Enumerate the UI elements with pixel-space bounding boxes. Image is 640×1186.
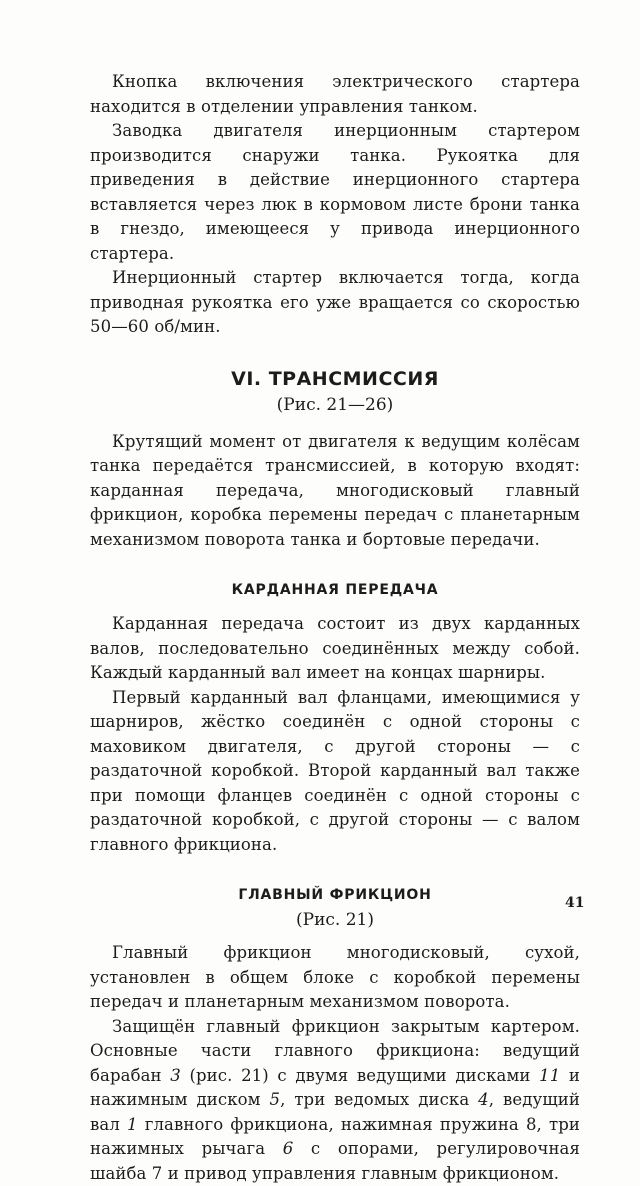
text-run: (рис. 21) с двумя ведущими дисками xyxy=(181,1066,539,1085)
paragraph: Инерционный стартер включается тогда, когда приводная рукоятка его уже вращается со скоростью 50—60 об/мин. xyxy=(90,266,580,340)
text-run: с опорами, регулировочная шайба 7 и привод управления главным фрикционом. xyxy=(90,1139,580,1183)
text-run: и нажимным диском xyxy=(90,1066,580,1110)
text-run: , ведущий вал xyxy=(90,1090,580,1134)
part-number: 11 xyxy=(539,1066,560,1085)
cardan-section xyxy=(90,578,580,857)
page-body xyxy=(90,70,580,1186)
page-number: 41 xyxy=(565,895,584,911)
section-figure-ref: (Рис. 21) xyxy=(90,907,580,933)
part-number: 5 xyxy=(269,1090,280,1109)
section-title: КАРДАННАЯ ПЕРЕДАЧА xyxy=(90,578,580,602)
part-number: 3 xyxy=(170,1066,181,1085)
part-number: 4 xyxy=(478,1090,489,1109)
text-run: главного фрикциона, нажимная пружина 8, три нажимных рычага xyxy=(90,1115,580,1159)
paragraph: Главный фрикцион многодисковый, сухой, установлен в общем блоке с коробкой перемены передач и планетарным механизмом поворота. xyxy=(90,941,580,1015)
chapter-figure-ref: (Рис. 21—26) xyxy=(90,392,580,418)
section-title: ГЛАВНЫЙ ФРИКЦИОН xyxy=(90,883,580,907)
paragraph: Заводка двигателя инерционным стартером производится снаружи танка. Рукоятка для приведения в действие инерционного стартера вставляется через люк в кормовом листе брони танка в гнездо, имеющееся у привода инерционного стартера. xyxy=(90,119,580,266)
paragraph: Карданная передача состоит из двух карданных валов, последовательно соединённых между собой. Каждый карданный вал имеет на концах шарниры. xyxy=(90,612,580,686)
chapter-title: VI. ТРАНСМИССИЯ xyxy=(90,366,580,392)
text-run: Защищён главный фрикцион закрытым картером. Основные части главного фрикциона: ведущий барабан xyxy=(90,1017,580,1085)
paragraph xyxy=(90,1015,580,1186)
part-number: 6 xyxy=(283,1139,294,1158)
paragraph: Кнопка включения электрического стартера находится в отделении управления танком. xyxy=(90,70,580,119)
text-run: , три ведомых диска xyxy=(280,1090,478,1109)
chapter-section xyxy=(90,366,580,553)
paragraph: Первый карданный вал фланцами, имеющимися у шарниров, жёстко соединён с одной стороны с маховиком двигателя, с другой стороны — с раздаточной коробкой. Второй карданный вал также при помощи фланцев соединён с одной стороны с раздаточной коробкой, с другой стороны — с валом главного фрикциона. xyxy=(90,686,580,858)
part-number: 1 xyxy=(127,1115,138,1134)
clutch-section xyxy=(90,883,580,1186)
paragraph: Крутящий момент от двигателя к ведущим колёсам танка передаётся трансмиссией, в которую входят: карданная передача, многодисковый главный фрикцион, коробка перемены передач с планетарным механизмом поворота танка и бортовые передачи. xyxy=(90,430,580,553)
